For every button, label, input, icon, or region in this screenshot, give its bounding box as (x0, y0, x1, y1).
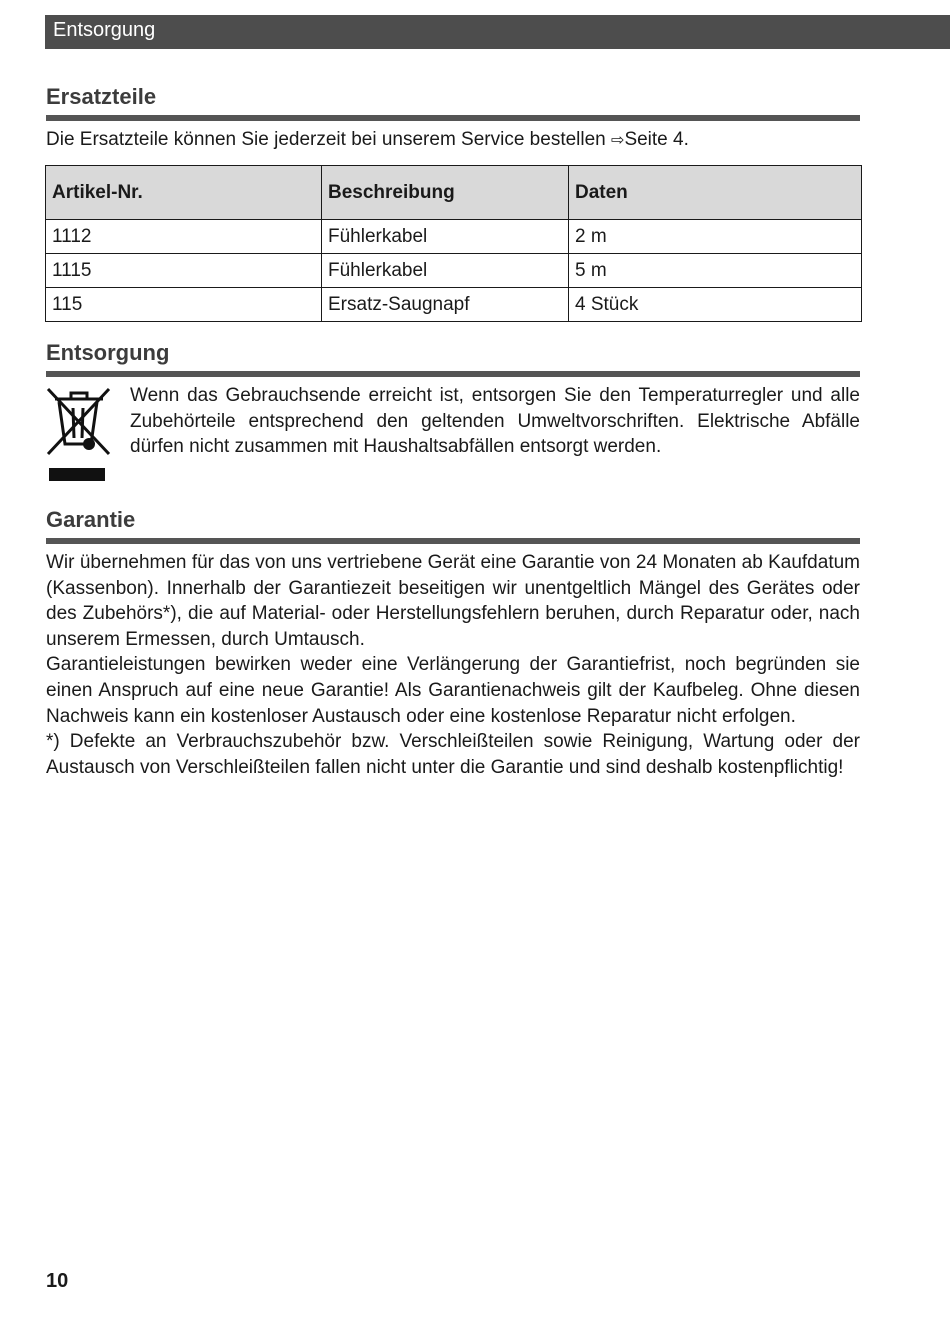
table-header-row (46, 166, 862, 220)
disposal-text: Wenn das Gebrauchsende erreicht ist, entsorgen Sie den Temperaturregler und alle Zubehörteile entsprechend den geltenden Umweltvorschriften. Elektrische Abfälle dürfen nicht zusammen mit Haushaltsabfällen entsorgt werden. (130, 385, 860, 458)
crossed-out-wheelie-bin-icon (45, 386, 113, 484)
cell-description: Fühlerkabel (322, 220, 569, 254)
heading-disposal: Entsorgung (46, 340, 860, 377)
cell-article-no: 1112 (46, 220, 322, 254)
column-header-article-no: Artikel-Nr. (46, 166, 322, 220)
table-row (46, 288, 862, 322)
spare-parts-table (45, 165, 862, 322)
table-row (46, 220, 862, 254)
warranty-text (46, 550, 860, 780)
cell-description: Fühlerkabel (322, 254, 569, 288)
heading-warranty: Garantie (46, 507, 860, 544)
heading-spare-parts: Ersatzteile (46, 84, 860, 121)
section-header-bar (45, 15, 950, 49)
intro-text: Die Ersatzteile können Sie jederzeit bei unserem Service bestellen (46, 129, 606, 150)
cell-article-no: 115 (46, 288, 322, 322)
page-reference-link[interactable]: Seite 4. (624, 129, 689, 150)
cell-data: 2 m (569, 220, 862, 254)
arrow-right-icon: ⇨ (611, 132, 625, 149)
page-number: 10 (46, 1270, 69, 1292)
warranty-paragraph: Wir übernehmen für das von uns vertriebene Gerät eine Garantie von 24 Monaten ab Kaufdatum (Kassenbon). Innerhalb der Garantiezeit beseitigen wir unentgeltlich Mängel des Gerätes oder des Zubehörs*), die auf Material- oder Herstellungsfehlern beruhen, durch Reparatur oder, nach unserem Ermessen, durch Umtausch. (46, 552, 860, 650)
cell-article-no: 1115 (46, 254, 322, 288)
cell-description: Ersatz-Saugnapf (322, 288, 569, 322)
column-header-data: Daten (569, 166, 862, 220)
section-header-title: Entsorgung (53, 19, 156, 41)
warranty-footnote: *) Defekte an Verbrauchszubehör bzw. Verschleißteilen sowie Reinigung, Wartung oder der Austausch von Verschleißteilen fallen nicht unter die Garantie und sind deshalb kostenpflichtig! (46, 731, 860, 778)
column-header-description: Beschreibung (322, 166, 569, 220)
warranty-paragraph: Garantieleistungen bewirken weder eine Verlängerung der Garantiefrist, noch begründen sie einen Anspruch auf eine neue Garantie! Als Garantienachweis gilt der Kaufbeleg. Ohne diesen Nachweis kann ein kostenloser Austausch oder eine kostenlose Reparatur nicht erfolgen. (46, 654, 860, 727)
cell-data: 5 m (569, 254, 862, 288)
spare-parts-intro (46, 127, 866, 154)
cell-data: 4 Stück (569, 288, 862, 322)
table-row (46, 254, 862, 288)
